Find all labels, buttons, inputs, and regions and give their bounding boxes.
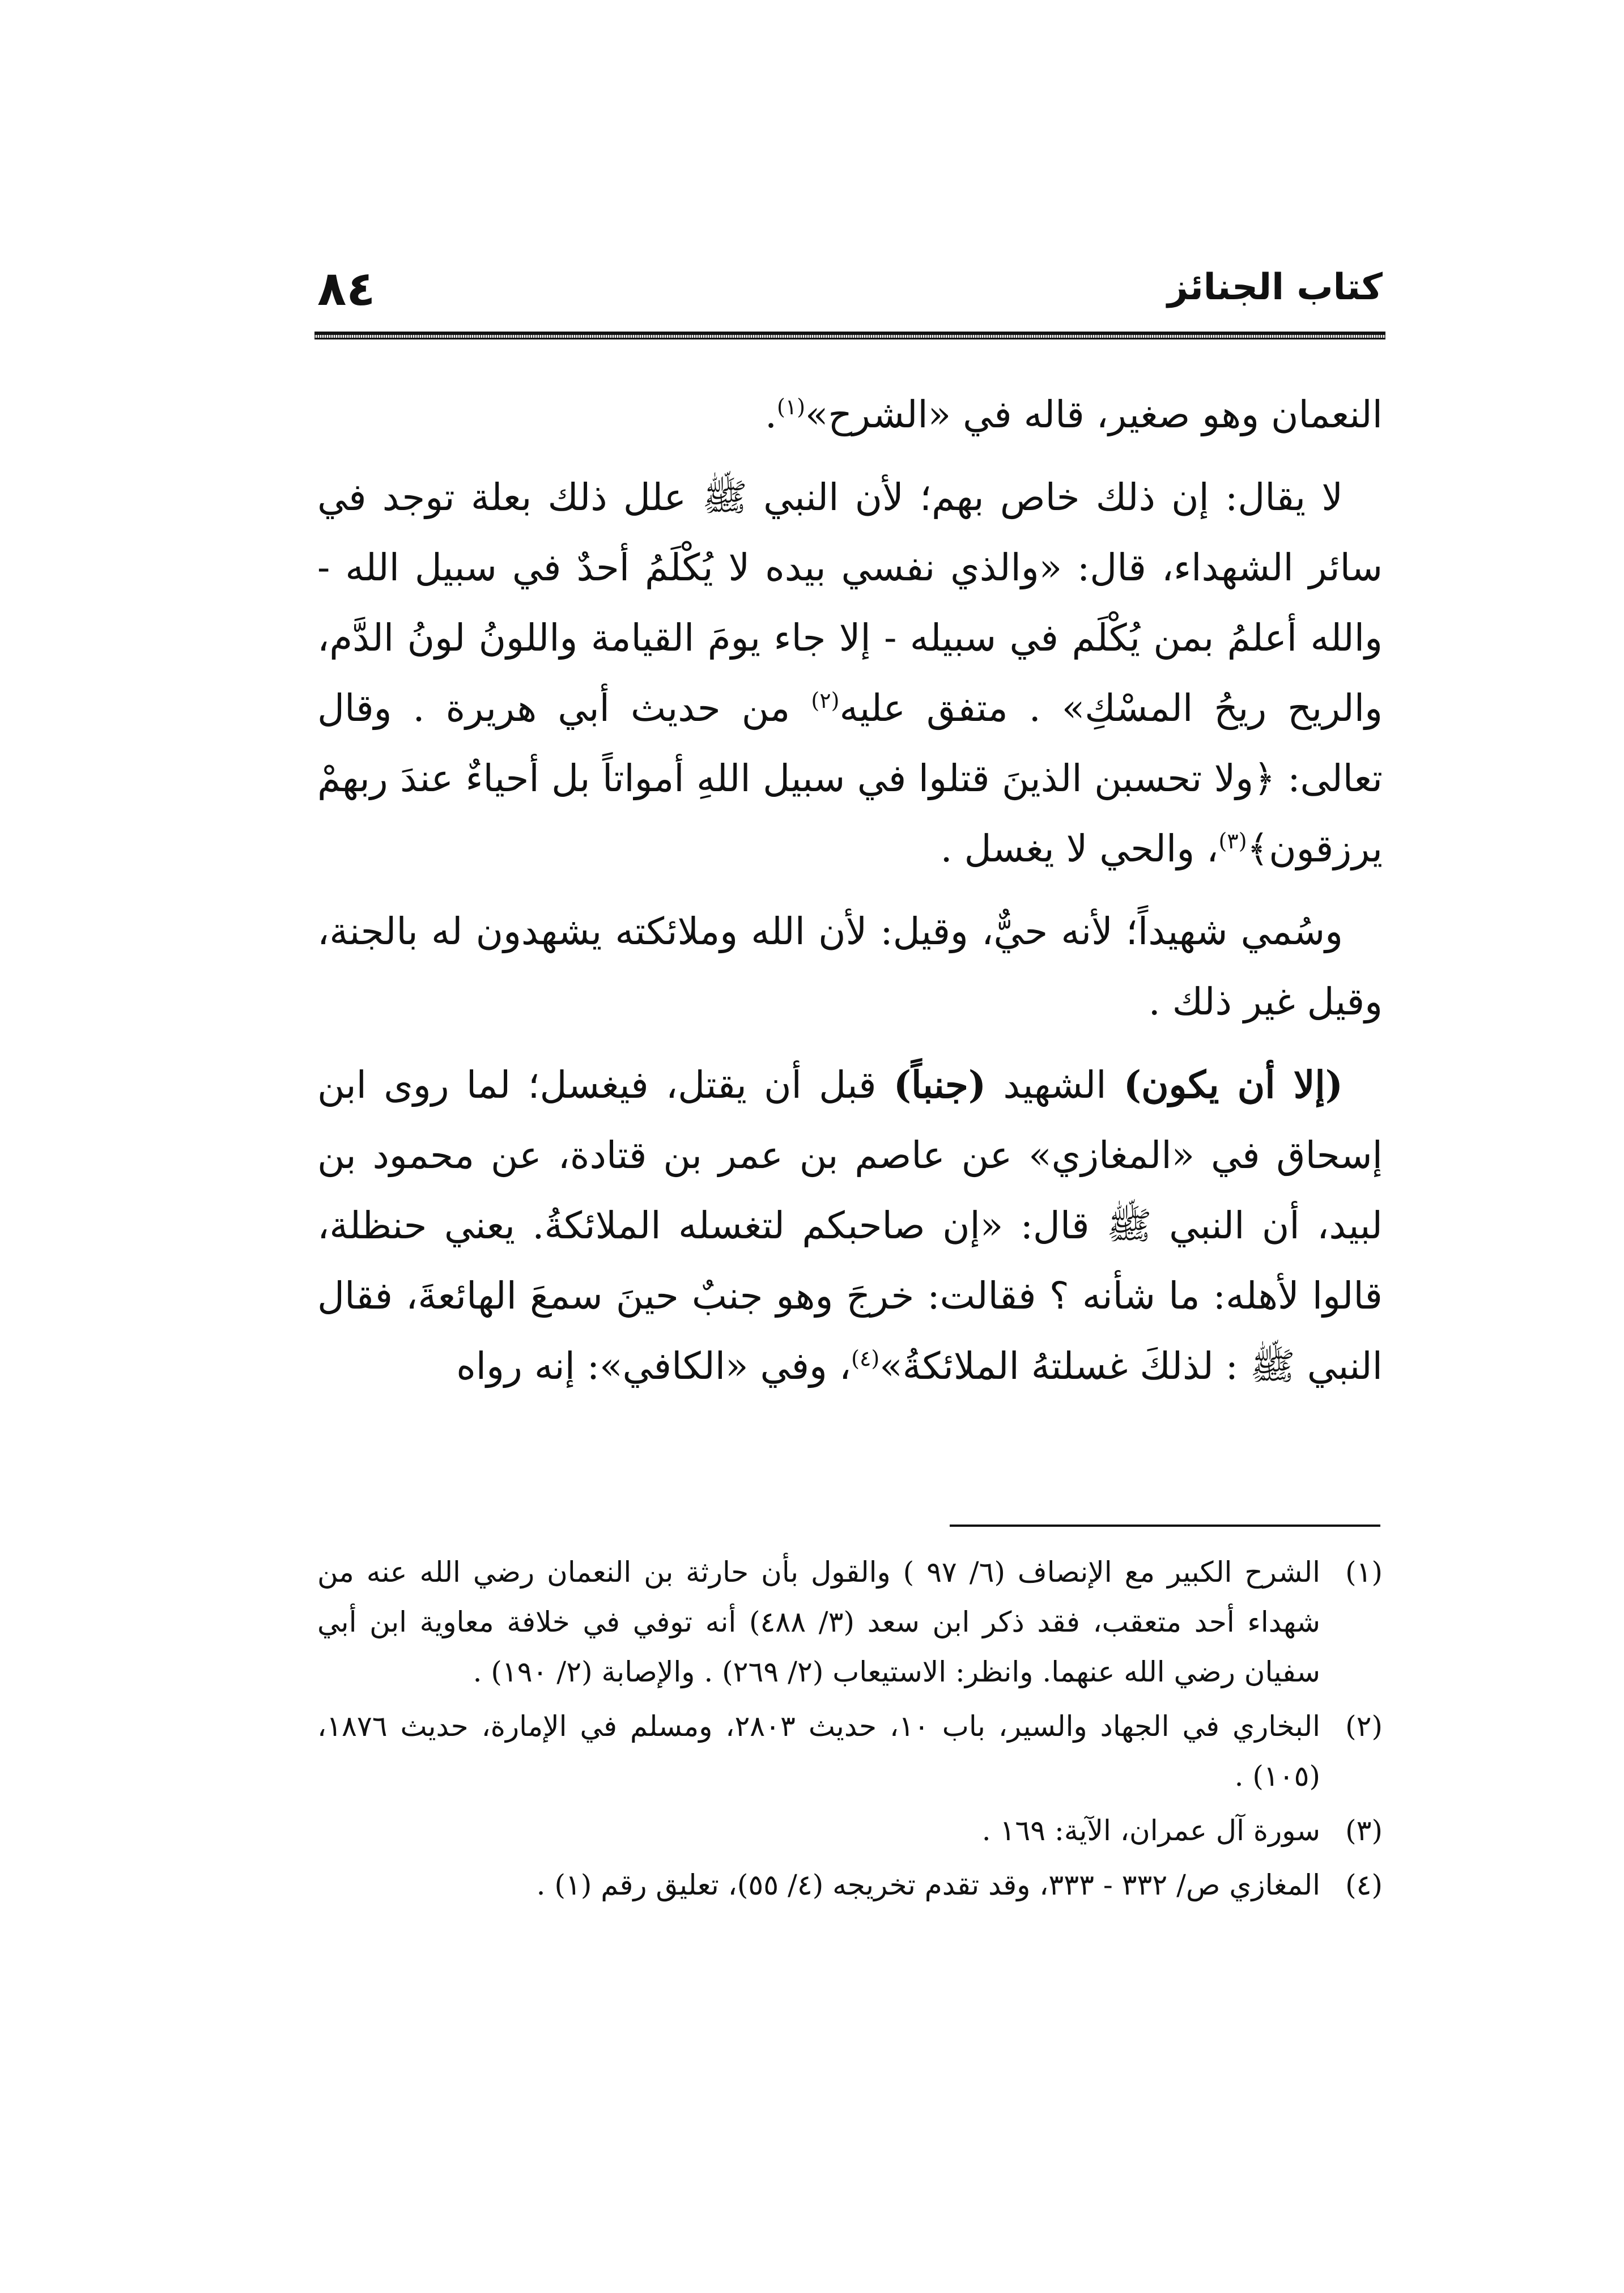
footnote-number: (٣): [1345, 1814, 1383, 1847]
matn-bold-2: (جنباً): [893, 1063, 987, 1107]
page-number: ٨٤: [317, 261, 376, 316]
footnote-ref-2: (٢): [811, 688, 840, 713]
footnote-text: الشرح الكبير مع الإنصاف (٦/ ٩٧ ) والقول بأن حارثة بن النعمان رضي الله عنه من شهداء أحد متعقب، فقد ذكر ابن سعد (٣/ ٤٨٨) أنه توفي في خلافة معاوية ابن أبي سفيان رضي الله عنهما. وانظر: الاستيعاب (٢/ ٢٦٩) . والإصابة (٢/ ١٩٠) .: [317, 1556, 1320, 1688]
footnote-text: البخاري في الجهاد والسير، باب ١٠، حديث ٢٨٠٣، ومسلم في الإمارة، حديث ١٨٧٦، (١٠٥) .: [317, 1710, 1320, 1793]
running-title: كتاب الجنائز: [1167, 266, 1383, 308]
footnote-number: (٤): [1345, 1869, 1383, 1901]
paragraph-3: وسُمي شهيداً؛ لأنه حيٌّ، وقيل: لأن الله وملائكته يشهدون له بالجنة، وقيل غير ذلك .: [317, 910, 1383, 1024]
footnote-3: [317, 1806, 1383, 1855]
paragraph-1: النعمان وهو صغير، قاله في «الشرح»$^{(١)}$.: [764, 393, 1383, 436]
header-divider: [314, 332, 1385, 339]
footnote-1: [317, 1547, 1383, 1697]
footnote-ref-4: (٤): [851, 1346, 880, 1371]
main-text: [317, 380, 1383, 1414]
footnote-number: (١): [1345, 1556, 1383, 1589]
footnotes: [317, 1547, 1383, 1914]
footnote-ref-3: (٣): [1218, 829, 1247, 853]
footnote-ref-1: (١): [776, 394, 806, 419]
paragraph-4: (إلا أن يكون) الشهيد (جنباً) قبل أن يقتل، فيغسل؛ لما روى ابن إسحاق في «المغازي» عن عاصم بن عمر بن قتادة، عن محمود بن لبيد، أن النبي ﷺ قال: «إن صاحبكم لتغسله الملائكةُ. يعني حنظلة، قالوا لأهله: ما شأنه ؟ فقالت: خرجَ وهو جنبٌ حينَ سمعَ الهائعةَ، فقال النبي ﷺ : لذلكَ غسلتهُ الملائكةُ»$^{(٤)}$، وفي «الكافي»: إنه رواه: [317, 1063, 1383, 1388]
matn-bold-1: (إلا أن يكون): [1123, 1063, 1343, 1107]
paragraph-2: لا يقال: إن ذلك خاص بهم؛ لأن النبي ﷺ علل ذلك بعلة توجد في سائر الشهداء، قال: «والذي نفسي بيده لا يُكْلَمُ أحدٌ في سبيل الله - والله أعلمُ بمن يُكْلَم في سبيله - إلا جاء يومَ القيامة واللونُ لونُ الدَّم، والريح ريحُ المسْكِ» . متفق عليه$^{(٢)}$ من حديث أبي هريرة . وقال تعالى: ﴿ولا تحسبن الذينَ قتلوا في سبيل اللهِ أمواتاً بل أحياءٌ عندَ ربهمْ يرزقون﴾$^{(٣)}$، والحي لا يغسل .: [317, 475, 1383, 871]
footnote-divider: [950, 1525, 1380, 1527]
page-header: [317, 261, 1383, 329]
footnote-4: [317, 1860, 1383, 1910]
footnote-text: سورة آل عمران، الآية: ١٦٩ .: [981, 1814, 1320, 1847]
footnote-number: (٢): [1345, 1710, 1383, 1743]
footnote-2: [317, 1701, 1383, 1801]
footnote-text: المغازي ص/ ٣٣٢ - ٣٣٣، وقد تقدم تخريجه (٤/ ٥٥)، تعليق رقم (١) .: [536, 1869, 1320, 1901]
